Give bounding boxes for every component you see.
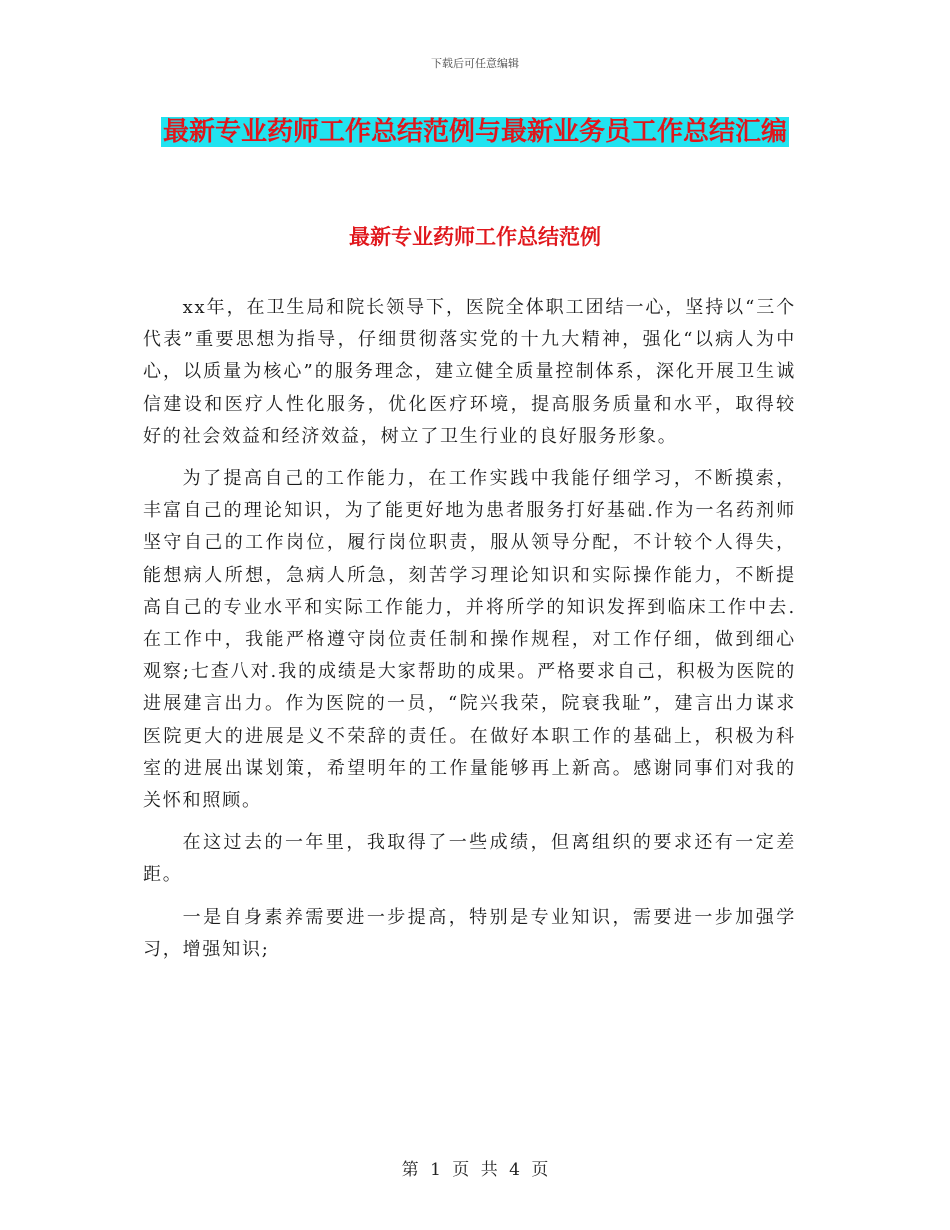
body-text xyxy=(143,292,796,976)
paragraph: 为了提高自己的工作能力，在工作实践中我能仔细学习，不断摸索，丰富自己的理论知识，为了能更好地为患者服务打好基础.作为一名药剂师坚守自己的工作岗位，履行岗位职责，服从领导分配，不计较个人得失，能想病人所想，急病人所急，刻苦学习理论知识和实际操作能力，不断提高自己的专业水平和实际工作能力，并将所学的知识发挥到临床工作中去.在工作中，我能严格遵守岗位责任制和操作规程，对工作仔细，做到细心观察;七查八对.我的成绩是大家帮助的成果。严格要求自己，积极为医院的进展建言出力。作为医院的一员，“院兴我荣，院衰我耻”，建言出力谋求医院更大的进展是义不荣辞的责任。在做好本职工作的基础上，积极为科室的进展出谋划策，希望明年的工作量能够再上新高。感谢同事们对我的关怀和照顾。 xyxy=(143,468,796,812)
paragraph: 一是自身素养需要进一步提高，特别是专业知识，需要进一步加强学习，增强知识; xyxy=(143,906,796,960)
page-footer: 第 1 页 共 4 页 xyxy=(401,1160,549,1180)
header-note: 下载后可任意编辑 xyxy=(431,57,519,70)
section-title: 最新专业药师工作总结范例 xyxy=(349,225,601,249)
paragraph: xx年，在卫生局和院长领导下，医院全体职工团结一心，坚持以“三个代表”重要思想为指导，仔细贯彻落实党的十九大精神，强化“以病人为中心，以质量为核心”的服务理念，建立健全质量控制体系，深化开展卫生诚信建设和医疗人性化服务，优化医疗环境，提高服务质量和水平，取得较好的社会效益和经济效益，树立了卫生行业的良好服务形象。 xyxy=(143,297,796,447)
paragraph: 在这过去的一年里，我取得了一些成绩，但离组织的要求还有一定差距。 xyxy=(143,832,796,886)
main-title xyxy=(140,111,810,154)
main-title-text: 最新专业药师工作总结范例与最新业务员工作总结汇编 xyxy=(162,117,787,147)
